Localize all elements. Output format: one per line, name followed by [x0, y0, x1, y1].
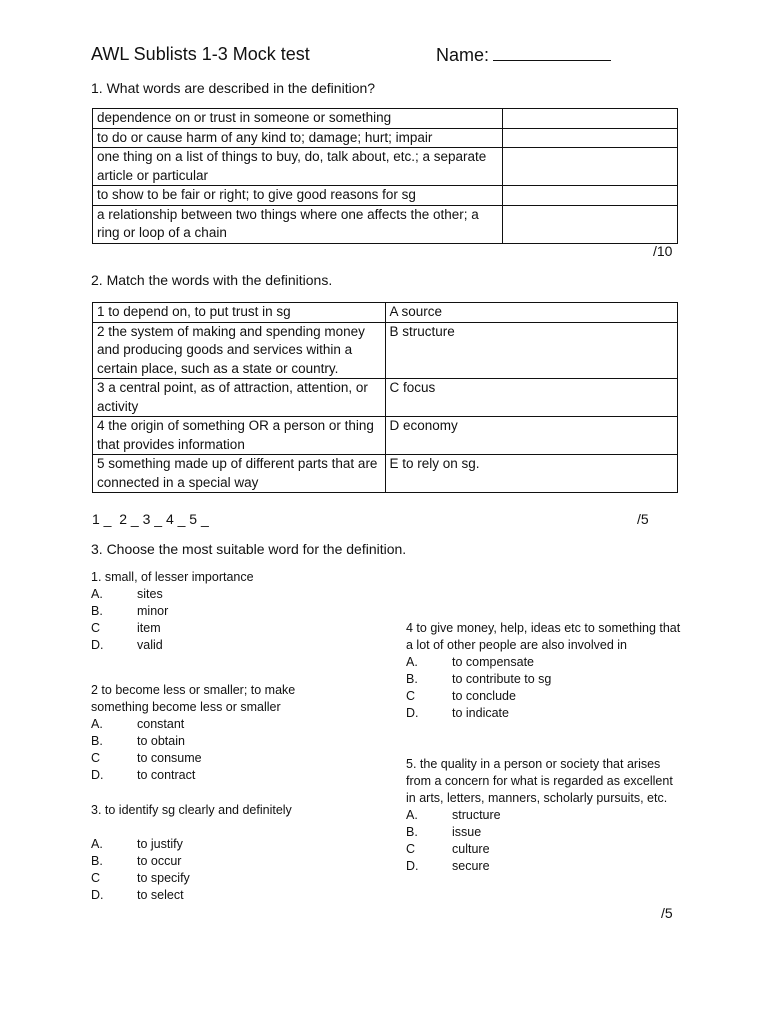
answer-cell[interactable]	[503, 205, 678, 243]
definition-text: the system of making and spending money and producing goods and services within a certain place, such as a state or country.	[97, 323, 365, 376]
option-cell: A source	[385, 303, 678, 323]
page-title: AWL Sublists 1-3 Mock test	[91, 44, 310, 64]
section1-table	[92, 108, 678, 244]
option-a[interactable]: A. to justify	[91, 837, 183, 851]
option-d[interactable]: D. valid	[91, 638, 163, 652]
table-row	[93, 322, 678, 379]
question-3	[91, 802, 351, 904]
item-number: 4	[97, 418, 105, 433]
item-number: 2	[97, 323, 105, 339]
table-row	[93, 205, 678, 243]
option-b[interactable]: B. to contribute to sg	[406, 672, 552, 686]
section2-table	[92, 302, 678, 493]
answer-cell[interactable]	[503, 148, 678, 186]
table-row	[93, 417, 678, 455]
table-row	[93, 148, 678, 186]
section2-answer-line[interactable]: 1 _ 2 _ 3 _ 4 _ 5 _	[92, 511, 209, 527]
definition-text: a central point, as of attraction, attention, or activity	[97, 380, 368, 414]
question-text: 3. to identify sg clearly and definitely	[91, 803, 292, 817]
question-text: 5. the quality in a person or society that arises from a concern for what is regarded as excellent in arts, letters, manners, scholarly pursuits, etc.	[406, 757, 673, 805]
name-blank-line[interactable]	[493, 44, 611, 61]
option-a[interactable]: A. to compensate	[406, 655, 534, 669]
option-c[interactable]: C culture	[406, 842, 490, 856]
definition-cell	[93, 455, 386, 493]
option-b[interactable]: B. to occur	[91, 854, 182, 868]
definition-cell	[93, 417, 386, 455]
option-cell: E to rely on sg.	[385, 455, 678, 493]
option-d[interactable]: D. secure	[406, 859, 490, 873]
question-2	[91, 682, 331, 784]
section1-score: /10	[653, 243, 673, 259]
answer-cell[interactable]	[503, 128, 678, 148]
option-c[interactable]: C to specify	[91, 871, 190, 885]
section2-score: /5	[637, 511, 649, 527]
table-row	[93, 455, 678, 493]
option-cell: B structure	[385, 322, 678, 379]
option-a[interactable]: A. sites	[91, 587, 163, 601]
definition-text: something made up of different parts that are connected in a special way	[97, 456, 378, 490]
header	[91, 44, 691, 70]
option-d[interactable]: D. to indicate	[406, 706, 509, 720]
section3-score: /5	[661, 905, 673, 921]
item-number: 1	[97, 304, 105, 319]
name-label: Name:	[436, 45, 490, 65]
question-1	[91, 569, 331, 654]
question-text: 2 to become less or smaller; to make something become less or smaller	[91, 683, 296, 714]
table-row	[93, 379, 678, 417]
definition-text: to depend on, to put trust in sg	[108, 304, 291, 319]
answer-cell[interactable]	[503, 186, 678, 206]
section2-heading: 2. Match the words with the definitions.	[91, 272, 333, 288]
item-number: 5	[97, 456, 105, 471]
definition-cell: a relationship between two things where one affects the other; a ring or loop of a chain	[93, 205, 503, 243]
option-c[interactable]: C item	[91, 621, 161, 635]
option-cell: C focus	[385, 379, 678, 417]
question-5	[406, 756, 681, 875]
question-4	[406, 620, 681, 722]
option-cell: D economy	[385, 417, 678, 455]
table-row	[93, 128, 678, 148]
table-row	[93, 303, 678, 323]
name-field	[436, 44, 611, 66]
definition-text: the origin of something OR a person or thing that provides information	[97, 418, 374, 452]
definition-cell: to do or cause harm of any kind to; damage; hurt; impair	[93, 128, 503, 148]
table-row	[93, 186, 678, 206]
definition-cell: dependence on or trust in someone or something	[93, 109, 503, 129]
item-number: 3	[97, 380, 105, 395]
definition-cell	[93, 379, 386, 417]
section3-heading: 3. Choose the most suitable word for the definition.	[91, 541, 407, 557]
answer-cell[interactable]	[503, 109, 678, 129]
option-c[interactable]: C to consume	[91, 751, 202, 765]
option-d[interactable]: D. to select	[91, 888, 184, 902]
definition-cell	[93, 303, 386, 323]
definition-cell: one thing on a list of things to buy, do, talk about, etc.; a separate article or particular	[93, 148, 503, 186]
definition-cell	[93, 322, 386, 379]
option-b[interactable]: B. to obtain	[91, 734, 185, 748]
table-row	[93, 109, 678, 129]
section1-heading: 1. What words are described in the definition?	[91, 80, 376, 96]
option-b[interactable]: B. issue	[406, 825, 482, 839]
option-c[interactable]: C to conclude	[406, 689, 516, 703]
question-text: 4 to give money, help, ideas etc to something that a lot of other people are also involved in	[406, 621, 681, 652]
option-b[interactable]: B. minor	[91, 604, 169, 618]
option-a[interactable]: A. constant	[91, 717, 185, 731]
option-d[interactable]: D. to contract	[91, 768, 196, 782]
option-a[interactable]: A. structure	[406, 808, 501, 822]
question-text: 1. small, of lesser importance	[91, 570, 254, 584]
definition-cell: to show to be fair or right; to give good reasons for sg	[93, 186, 503, 206]
